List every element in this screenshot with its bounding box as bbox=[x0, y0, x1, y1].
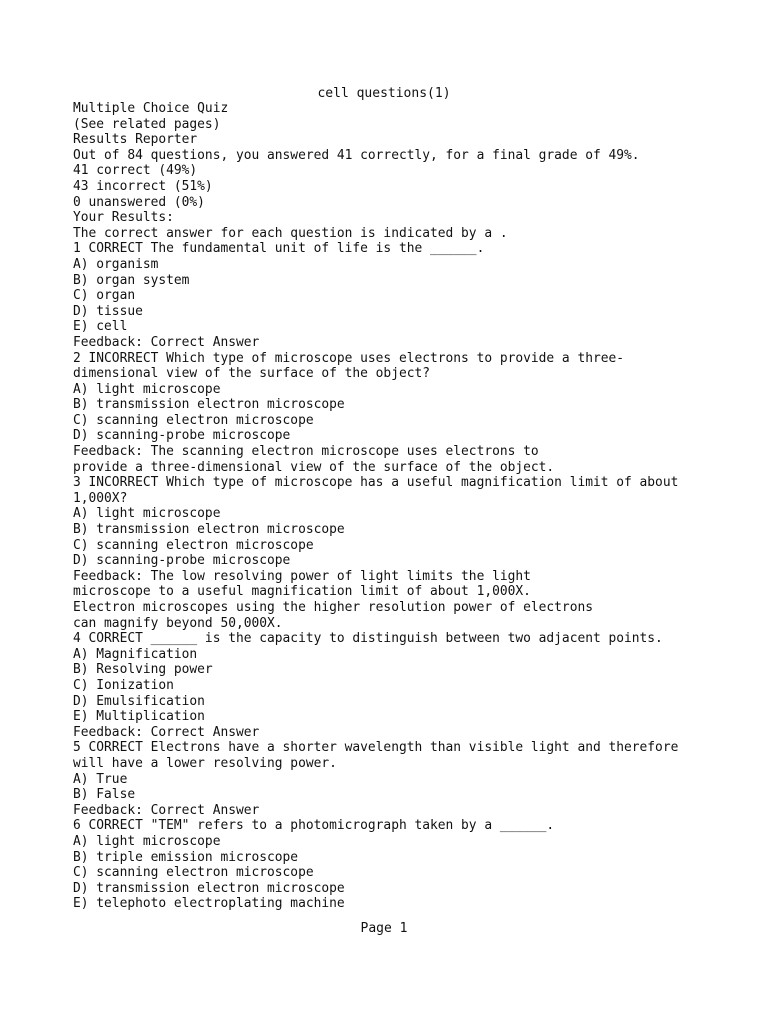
text-line: C) scanning electron microscope bbox=[73, 412, 314, 428]
text-line: A) light microscope bbox=[73, 506, 221, 522]
text-line: Results Reporter bbox=[73, 132, 198, 148]
text-line: C) Ionization bbox=[73, 677, 174, 693]
text-line: 43 incorrect (51%) bbox=[73, 178, 213, 194]
text-line: A) light microscope bbox=[73, 381, 221, 397]
text-line: Multiple Choice Quiz bbox=[73, 101, 229, 116]
document-body bbox=[73, 101, 763, 912]
text-line: C) scanning electron microscope bbox=[73, 537, 314, 553]
text-line: B) triple emission microscope bbox=[73, 849, 299, 865]
text-line: D) tissue bbox=[73, 303, 143, 319]
page-number: Page 1 bbox=[360, 921, 408, 936]
text-line: A) True bbox=[73, 771, 128, 787]
text-line: B) transmission electron microscope bbox=[73, 522, 345, 538]
text-line: 1,000X? bbox=[73, 490, 128, 506]
text-line: 41 correct (49%) bbox=[73, 163, 198, 179]
text-line: 4 CORRECT ______ is the capacity to distinguish between two adjacent points. bbox=[73, 631, 663, 647]
text-line: A) Magnification bbox=[73, 646, 198, 662]
text-line: 1 CORRECT The fundamental unit of life is the ______. bbox=[73, 241, 485, 257]
text-line: C) scanning electron microscope bbox=[73, 865, 314, 881]
text-line: E) telephoto electroplating machine bbox=[73, 896, 345, 912]
text-line: B) transmission electron microscope bbox=[73, 397, 345, 413]
text-line: Out of 84 questions, you answered 41 correctly, for a final grade of 49%. bbox=[73, 147, 640, 163]
text-line: B) organ system bbox=[73, 272, 190, 288]
text-line: Feedback: Correct Answer bbox=[73, 724, 260, 740]
text-line: C) organ bbox=[73, 288, 136, 304]
text-line: can magnify beyond 50,000X. bbox=[73, 615, 283, 631]
text-line: Electron microscopes using the higher resolution power of electrons bbox=[73, 600, 593, 615]
text-line: provide a three-dimensional view of the surface of the object. bbox=[73, 459, 555, 475]
text-line: A) organism bbox=[73, 256, 159, 272]
text-line: 5 CORRECT Electrons have a shorter wavelength than visible light and therefore bbox=[73, 740, 679, 756]
text-line: E) cell bbox=[73, 319, 128, 335]
text-line: E) Multiplication bbox=[73, 709, 205, 725]
text-line: 6 CORRECT "TEM" refers to a photomicrograph taken by a ______. bbox=[73, 818, 555, 834]
text-line: Your Results: bbox=[73, 210, 174, 226]
text-line: Feedback: The scanning electron microscope uses electrons to bbox=[73, 444, 539, 460]
text-line: 2 INCORRECT Which type of microscope uses electrons to provide a three- bbox=[73, 350, 625, 366]
text-line: will have a lower resolving power. bbox=[73, 755, 337, 771]
text-line: B) False bbox=[73, 787, 136, 803]
text-line: D) scanning-probe microscope bbox=[73, 428, 291, 444]
document-title: cell questions(1) bbox=[317, 86, 451, 101]
text-line: dimensional view of the surface of the object? bbox=[73, 366, 430, 382]
text-line: D) scanning-probe microscope bbox=[73, 553, 291, 569]
text-line: (See related pages) bbox=[73, 116, 221, 132]
text-line: The correct answer for each question is indicated by a . bbox=[73, 225, 508, 241]
text-line: D) Emulsification bbox=[73, 693, 205, 709]
text-line: B) Resolving power bbox=[73, 662, 213, 678]
text-line: Feedback: Correct Answer bbox=[73, 334, 260, 350]
text-line: 0 unanswered (0%) bbox=[73, 194, 205, 210]
text-line: D) transmission electron microscope bbox=[73, 880, 345, 896]
text-line: A) light microscope bbox=[73, 833, 221, 849]
text-line: Feedback: The low resolving power of light limits the light bbox=[73, 568, 531, 584]
text-line: Feedback: Correct Answer bbox=[73, 802, 260, 818]
text-line: 3 INCORRECT Which type of microscope has a useful magnification limit of about bbox=[73, 475, 679, 491]
text-line: microscope to a useful magnification limit of about 1,000X. bbox=[73, 584, 531, 600]
